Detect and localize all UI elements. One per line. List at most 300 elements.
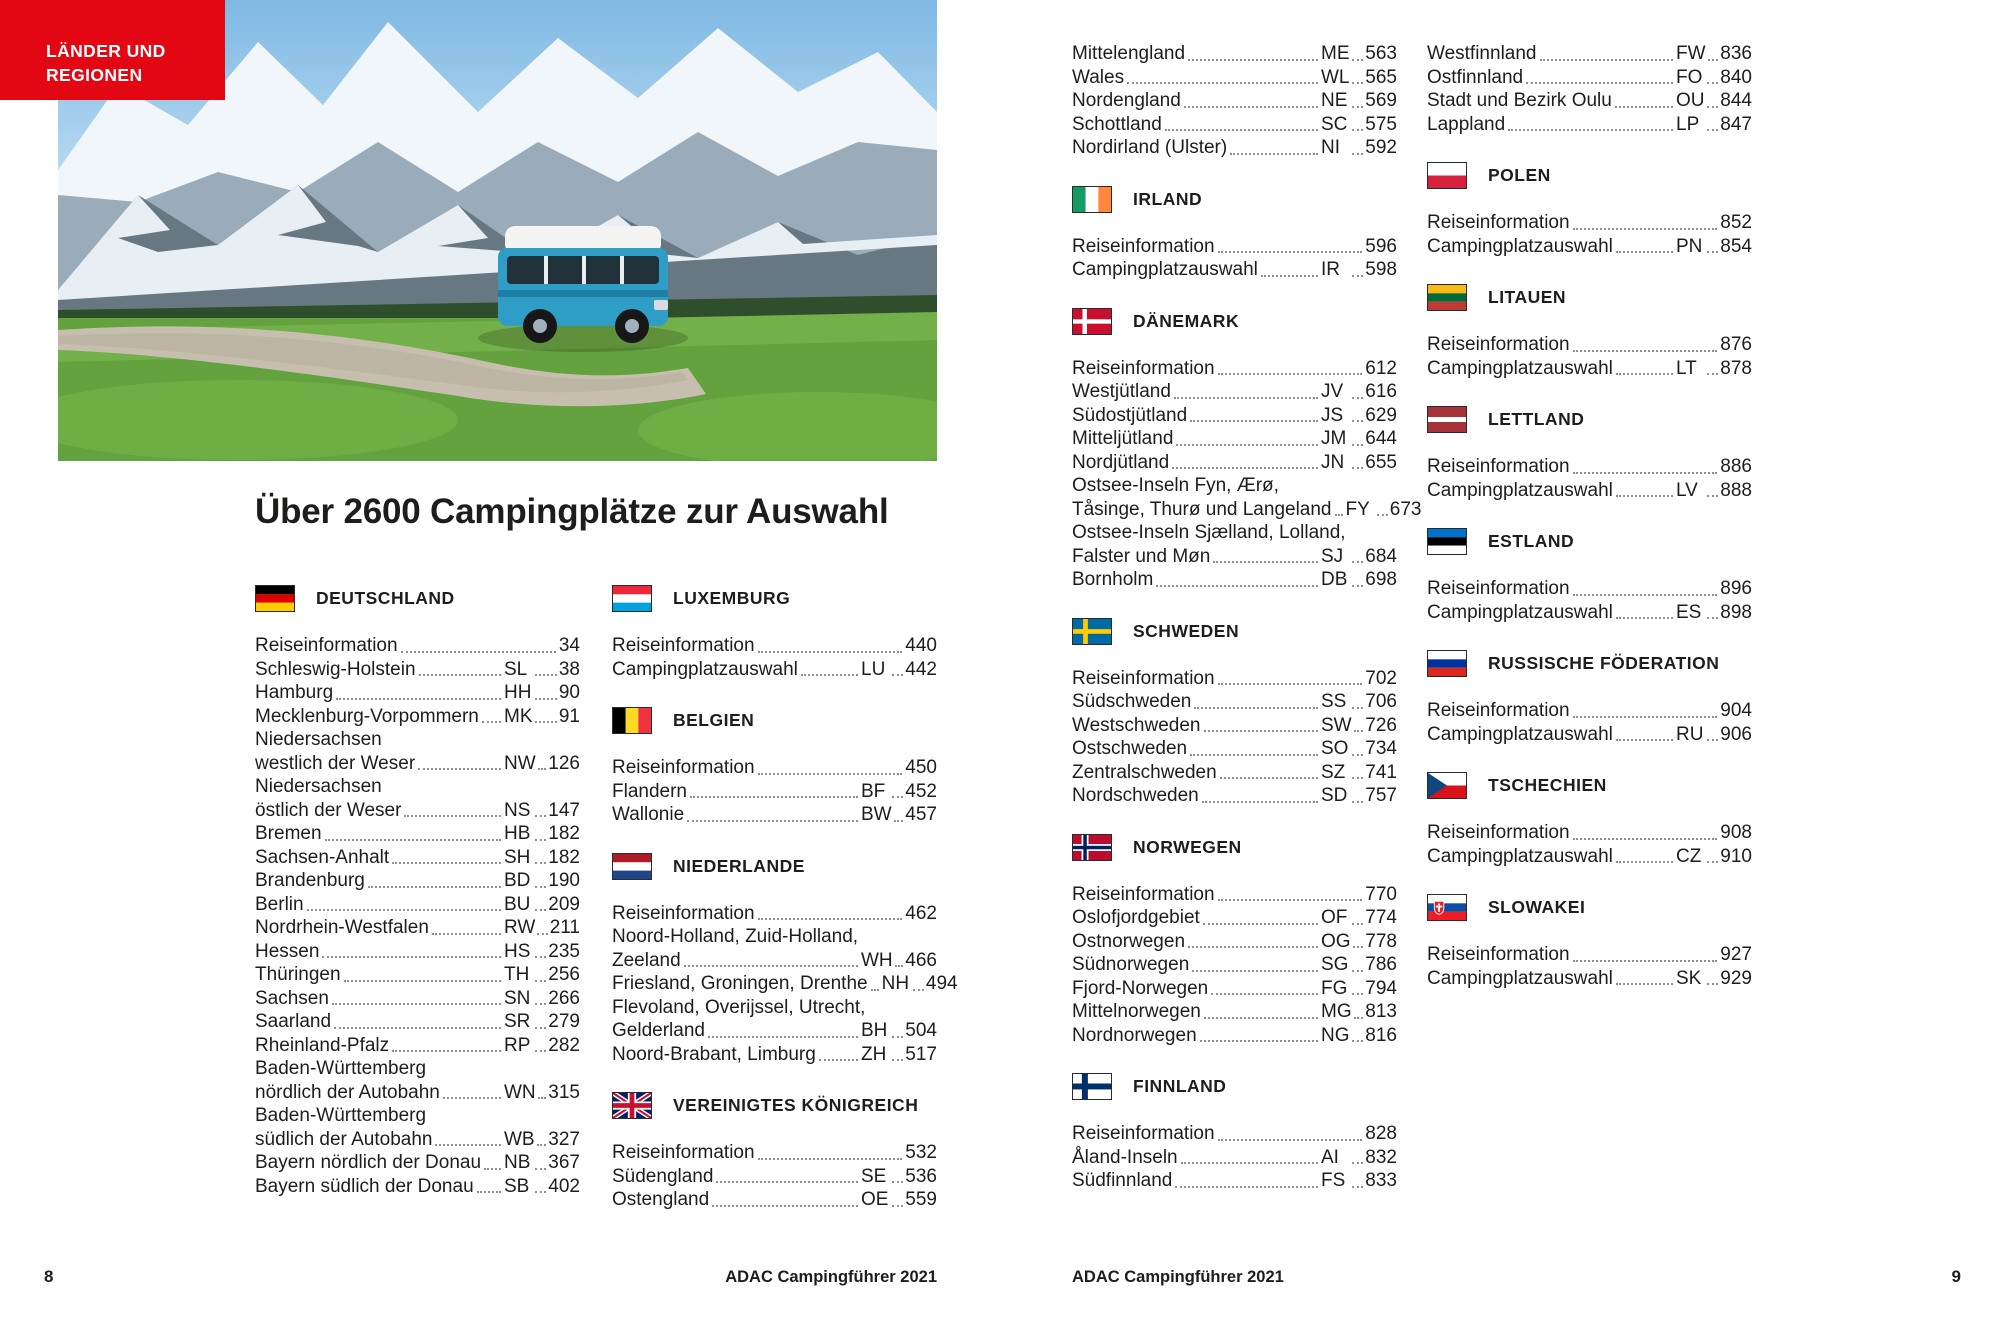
slovakia-flag-icon — [1427, 894, 1467, 921]
page-number: 726 — [1365, 714, 1397, 736]
entry-label: Tåsinge, Thurø und Langeland — [1072, 498, 1332, 520]
toc-entry — [1427, 357, 1752, 381]
dot-leader — [535, 980, 546, 982]
region-code: SJ — [1321, 545, 1344, 567]
country-name: FINNLAND — [1133, 1076, 1227, 1096]
dot-leader — [535, 1027, 546, 1029]
toc-entry — [1427, 235, 1752, 259]
dot-leader — [819, 1059, 858, 1061]
country-name: RUSSISCHE FÖDERATION — [1488, 653, 1720, 673]
dot-leader — [404, 815, 501, 817]
page-number: 559 — [905, 1189, 937, 1210]
entry-label: Sachsen-Anhalt — [255, 846, 390, 868]
dot-leader — [418, 768, 501, 770]
country-header — [1427, 772, 1752, 799]
entry-label: Brandenburg — [255, 870, 365, 891]
toc-entry — [1072, 66, 1397, 90]
country-header — [1072, 308, 1397, 335]
dot-leader — [758, 651, 903, 653]
dot-leader — [1616, 861, 1673, 863]
entry-tail — [1321, 427, 1397, 451]
page-number: 598 — [1365, 259, 1397, 280]
entry-tail — [1321, 66, 1397, 90]
dot-leader — [1352, 923, 1363, 925]
page-number-right: 9 — [1951, 1267, 1961, 1286]
page-number: 34 — [558, 635, 580, 656]
page-number: 592 — [1365, 137, 1397, 158]
country-name: IRLAND — [1133, 188, 1203, 209]
region-code: ME — [1321, 43, 1350, 64]
country-name: NIEDERLANDE — [673, 855, 805, 876]
luxembourg-flag-icon — [612, 585, 652, 612]
dot-leader — [1127, 82, 1318, 84]
page-number: 457 — [905, 804, 937, 825]
country-name: DEUTSCHLAND — [316, 588, 455, 608]
entry-label: Berlin — [255, 893, 304, 915]
dot-leader — [1573, 960, 1718, 962]
region-code: NS — [504, 799, 531, 821]
page-number: 684 — [1365, 545, 1397, 567]
toc-entry — [1072, 258, 1397, 282]
page-number: 844 — [1720, 90, 1752, 111]
dot-leader — [1573, 350, 1718, 352]
dot-leader — [1707, 983, 1718, 985]
toc-entry — [612, 1141, 937, 1165]
region-code: WN — [504, 1081, 536, 1103]
entry-label: Südostjütland — [1072, 404, 1188, 426]
page-number: 209 — [548, 893, 580, 915]
entry-tail — [1676, 967, 1752, 991]
entry-label: Nordirland (Ulster) — [1072, 137, 1228, 158]
toc-entry — [1427, 113, 1752, 137]
region-code: JM — [1321, 428, 1347, 449]
dot-leader — [1261, 275, 1318, 277]
dot-leader — [322, 956, 501, 958]
dot-leader — [535, 909, 546, 911]
entry-label: Reiseinformation — [1427, 578, 1570, 599]
page-number: 896 — [1720, 578, 1752, 599]
region-code: LT — [1676, 357, 1697, 379]
dot-leader — [1352, 707, 1363, 709]
region-code: SE — [861, 1165, 887, 1187]
chapter-badge — [0, 0, 225, 100]
page-number: 847 — [1720, 113, 1752, 135]
region-code: DB — [1321, 569, 1348, 590]
page-number: 517 — [905, 1043, 937, 1065]
entry-tail — [861, 1188, 937, 1212]
toc-entry — [612, 925, 937, 949]
page-number: 698 — [1365, 569, 1397, 590]
belgium-flag-icon — [612, 707, 652, 734]
dot-leader — [1352, 1162, 1363, 1164]
dot-leader — [1213, 561, 1318, 563]
entry-label: Bremen — [255, 823, 322, 844]
toc-entry — [1072, 427, 1397, 451]
region-code: SW — [1321, 714, 1352, 736]
entry-tail — [1676, 479, 1752, 503]
entry-label: Bornholm — [1072, 569, 1154, 590]
page-number: 450 — [905, 757, 937, 778]
dot-leader — [1352, 153, 1363, 155]
page-number: 778 — [1365, 930, 1397, 952]
dot-leader — [535, 1191, 546, 1193]
entry-label: Reiseinformation — [1427, 822, 1570, 843]
toc-entry — [255, 940, 580, 964]
entry-tail — [1321, 1024, 1397, 1048]
entry-tail — [1321, 89, 1397, 113]
dot-leader — [1354, 1017, 1364, 1019]
region-code: FY — [1345, 498, 1370, 520]
page-number: 876 — [1720, 334, 1752, 355]
entry-label: Reiseinformation — [1427, 212, 1570, 233]
toc-entry — [1427, 723, 1752, 747]
country-header — [255, 585, 580, 612]
region-code: BF — [861, 780, 886, 802]
page-number: 794 — [1365, 977, 1397, 999]
region-code: BW — [861, 804, 892, 825]
entry-label: Thüringen — [255, 964, 341, 985]
page-number: 813 — [1365, 1001, 1397, 1022]
russia-flag-icon — [1427, 650, 1467, 677]
toc-column-2 — [612, 581, 958, 1212]
entry-label: Mecklenburg-Vorpommern — [255, 705, 479, 727]
toc-entry — [255, 1175, 580, 1199]
country-header — [1427, 284, 1752, 311]
country-name: LUXEMBURG — [673, 588, 791, 608]
entry-label: Nordrhein-Westfalen — [255, 917, 429, 938]
region-code: OG — [1321, 930, 1351, 952]
entry-label: Campingplatzauswahl — [1427, 235, 1613, 257]
entry-label: Westschweden — [1072, 714, 1201, 736]
region-code: SN — [504, 987, 531, 1009]
dot-leader — [712, 1205, 858, 1207]
country-header — [1072, 1073, 1397, 1100]
entry-tail — [1676, 113, 1752, 137]
entry-tail — [504, 987, 580, 1011]
toc-entry — [1427, 66, 1752, 90]
entry-tail — [861, 949, 937, 973]
page-number: 190 — [548, 870, 580, 891]
dot-leader — [708, 1036, 858, 1038]
country-section — [1427, 162, 1752, 258]
page-number: 786 — [1365, 954, 1397, 975]
toc-entry — [1427, 577, 1752, 601]
entry-label: Falster und Møn — [1072, 545, 1211, 567]
toc-entry — [1427, 943, 1752, 967]
toc-entry — [1072, 1146, 1397, 1170]
entry-tail — [504, 799, 580, 823]
entry-label: südlich der Autobahn — [255, 1128, 433, 1150]
toc-entry — [255, 799, 580, 823]
page-number: 929 — [1720, 967, 1752, 989]
dot-leader — [538, 1097, 547, 1099]
entry-label: westlich der Weser — [255, 752, 416, 774]
page-number-left: 8 — [44, 1267, 54, 1286]
toc-entry — [612, 902, 937, 926]
dot-leader — [687, 820, 858, 822]
toc-entry — [255, 705, 580, 729]
dot-leader — [892, 1181, 903, 1183]
page-number: 655 — [1365, 451, 1397, 473]
page-number: 282 — [548, 1034, 580, 1056]
dot-leader — [1218, 899, 1363, 901]
country-name: TSCHECHIEN — [1488, 775, 1607, 795]
dot-leader — [392, 862, 501, 864]
entry-tail — [1321, 906, 1397, 930]
dot-leader — [1352, 585, 1363, 587]
region-code: RP — [504, 1034, 531, 1056]
entry-label: Baden-Württemberg — [255, 1105, 427, 1126]
dot-leader — [1194, 707, 1318, 709]
czech-republic-flag-icon — [1427, 772, 1467, 799]
region-code: MG — [1321, 1001, 1352, 1022]
entry-label: Reiseinformation — [1427, 456, 1570, 477]
toc-entry — [1072, 761, 1397, 785]
page-number: 770 — [1365, 883, 1397, 905]
region-code: SC — [1321, 113, 1348, 135]
toc-entry — [612, 996, 937, 1020]
toc-entry — [255, 916, 580, 940]
entry-tail — [1321, 380, 1397, 404]
dot-leader — [1230, 153, 1318, 155]
dot-leader — [1573, 472, 1718, 474]
dot-leader — [1708, 59, 1719, 61]
chapter-badge-line2: REGIONEN — [46, 65, 143, 85]
entry-label: Schottland — [1072, 113, 1162, 135]
entry-tail — [882, 972, 958, 996]
region-code: AI — [1321, 1146, 1339, 1168]
entry-tail — [504, 1175, 580, 1199]
dot-leader — [1616, 495, 1673, 497]
entry-label: Wales — [1072, 66, 1125, 88]
germany-flag-icon — [255, 585, 295, 612]
dot-leader — [1218, 1139, 1363, 1141]
entry-label: Rheinland-Pfalz — [255, 1034, 390, 1056]
dot-leader — [895, 965, 904, 967]
region-code: LP — [1676, 113, 1700, 135]
entry-tail — [504, 940, 580, 964]
country-header — [1427, 406, 1752, 433]
region-code: FO — [1676, 66, 1703, 88]
dot-leader — [535, 674, 557, 676]
country-section — [1072, 834, 1397, 1048]
lithuania-flag-icon — [1427, 284, 1467, 311]
page-number: 569 — [1365, 90, 1397, 111]
entry-tail — [1321, 977, 1397, 1001]
ireland-flag-icon — [1072, 186, 1112, 213]
dot-leader — [801, 674, 858, 676]
entry-tail — [1321, 953, 1397, 977]
entry-label: Westfinnland — [1427, 43, 1537, 64]
dot-leader — [871, 989, 879, 991]
entry-tail — [1321, 258, 1397, 282]
estonia-flag-icon — [1427, 528, 1467, 555]
dot-leader — [1188, 59, 1318, 61]
country-section — [1072, 618, 1397, 808]
country-header — [1427, 528, 1752, 555]
dot-leader — [913, 989, 924, 991]
entry-label: Hessen — [255, 940, 320, 962]
entry-tail — [504, 1151, 580, 1175]
page-number: 706 — [1365, 691, 1397, 712]
page-number: 741 — [1365, 761, 1397, 783]
page-number: 565 — [1365, 66, 1397, 88]
dot-leader — [477, 1191, 501, 1193]
dot-leader — [1616, 739, 1673, 741]
entry-tail — [1321, 113, 1397, 137]
toc-entry — [1072, 357, 1397, 381]
country-section — [612, 1092, 937, 1212]
toc-column-1 — [255, 581, 580, 1198]
dot-leader — [1707, 251, 1718, 253]
finland-flag-icon — [1072, 1073, 1112, 1100]
toc-entry — [255, 1010, 580, 1034]
entry-tail — [1321, 136, 1397, 160]
region-code: SO — [1321, 738, 1349, 759]
country-name: DÄNEMARK — [1133, 310, 1240, 331]
dot-leader — [1377, 514, 1388, 516]
page-number: 852 — [1720, 212, 1752, 233]
region-code: FW — [1676, 43, 1706, 64]
page-number: 182 — [548, 846, 580, 868]
entry-label: Ostschweden — [1072, 738, 1188, 759]
entry-label: Südengland — [612, 1165, 714, 1187]
dot-leader — [537, 1144, 547, 1146]
region-code: JV — [1321, 381, 1344, 402]
entry-tail — [504, 681, 580, 705]
page-number: 878 — [1720, 357, 1752, 379]
region-code: BU — [504, 893, 531, 915]
entry-tail — [1676, 357, 1752, 381]
entry-tail — [1321, 784, 1397, 808]
entry-tail — [504, 1081, 580, 1105]
entry-tail — [504, 916, 580, 940]
entry-tail — [1321, 545, 1397, 569]
region-code: BH — [861, 1020, 888, 1041]
toc-entry — [612, 780, 937, 804]
dot-leader — [535, 1003, 546, 1005]
entry-tail — [1321, 714, 1397, 738]
region-code: TH — [504, 964, 530, 985]
dot-leader — [1616, 251, 1673, 253]
country-section — [612, 853, 958, 1067]
entry-label: Nordjütland — [1072, 451, 1170, 473]
entry-label: östlich der Weser — [255, 799, 402, 821]
dot-leader — [1573, 716, 1718, 718]
region-code: PN — [1676, 235, 1703, 257]
toc-entry — [612, 1188, 937, 1212]
dot-leader — [535, 721, 557, 723]
entry-label: Noord-Holland, Zuid-Holland, — [612, 926, 859, 947]
toc-entry — [1072, 113, 1397, 137]
footer-caption-left: ADAC Campingführer 2021 — [725, 1268, 937, 1286]
dot-leader — [1218, 251, 1363, 253]
page-number: 575 — [1365, 113, 1397, 135]
dot-leader — [1707, 129, 1718, 131]
entry-label: Westjütland — [1072, 381, 1171, 402]
entry-tail — [1321, 1169, 1397, 1193]
entry-label: Flandern — [612, 780, 687, 802]
toc-entry — [1072, 977, 1397, 1001]
dot-leader — [1203, 923, 1318, 925]
page-number: 833 — [1365, 1170, 1397, 1191]
entry-label: Noord-Brabant, Limburg — [612, 1043, 816, 1065]
region-code: HB — [504, 823, 531, 844]
region-code: LV — [1676, 479, 1698, 501]
region-code: HS — [504, 940, 531, 962]
entry-label: Campingplatzauswahl — [1427, 479, 1613, 501]
poland-flag-icon — [1427, 162, 1467, 189]
dot-leader — [334, 1027, 501, 1029]
entry-label: Hamburg — [255, 682, 334, 703]
toc-entry — [1072, 1000, 1397, 1024]
country-header — [612, 1092, 937, 1119]
region-code: NG — [1321, 1024, 1350, 1046]
dot-leader — [1172, 467, 1318, 469]
toc-entry — [1072, 883, 1397, 907]
dot-leader — [1176, 444, 1318, 446]
toc-column-3 — [1072, 42, 1422, 1193]
page-number: 367 — [548, 1152, 580, 1173]
dot-leader — [344, 980, 501, 982]
toc-entry — [1072, 930, 1397, 954]
dot-leader — [892, 1036, 903, 1038]
entry-tail — [1321, 451, 1397, 475]
page-number: 906 — [1720, 723, 1752, 745]
netherlands-flag-icon — [612, 853, 652, 880]
toc-entry — [612, 1165, 937, 1189]
dot-leader — [535, 815, 546, 817]
entry-label: Friesland, Groningen, Drenthe — [612, 973, 868, 994]
toc-entry — [1072, 380, 1397, 404]
page-number: 828 — [1365, 1123, 1397, 1144]
dot-leader — [1707, 106, 1718, 108]
entry-tail — [861, 1043, 937, 1067]
page-number: 315 — [548, 1081, 580, 1103]
page-number: 504 — [905, 1020, 937, 1041]
country-name: NORWEGEN — [1133, 836, 1242, 857]
country-section — [612, 707, 937, 827]
toc-entry — [255, 1128, 580, 1152]
dot-leader — [325, 839, 501, 841]
entry-label: Zentralschweden — [1072, 761, 1217, 783]
toc-entry — [1427, 211, 1752, 235]
dot-leader — [1573, 594, 1718, 596]
entry-label: Niedersachsen — [255, 729, 382, 750]
region-code: OE — [861, 1189, 889, 1210]
entry-label: Mitteljütland — [1072, 428, 1174, 449]
country-section — [1072, 308, 1422, 592]
country-section — [1427, 42, 1752, 136]
entry-label: Nordnorwegen — [1072, 1024, 1197, 1046]
page-number: 440 — [905, 635, 937, 656]
region-code: NB — [504, 1152, 531, 1173]
page-number: 91 — [558, 705, 580, 727]
toc-entry — [1072, 1169, 1397, 1193]
toc-entry — [255, 1057, 580, 1081]
dot-leader — [1352, 993, 1363, 995]
dot-leader — [484, 1168, 501, 1170]
dot-leader — [1184, 106, 1318, 108]
dot-leader — [368, 886, 501, 888]
toc-entry — [1427, 845, 1752, 869]
page-title: Über 2600 Campingplätze zur Auswahl — [255, 492, 889, 531]
toc-entry — [1072, 1024, 1397, 1048]
entry-label: Wallonie — [612, 804, 685, 825]
page-number: 462 — [905, 902, 937, 924]
page-number: 910 — [1720, 845, 1752, 867]
toc-entry — [1072, 404, 1397, 428]
